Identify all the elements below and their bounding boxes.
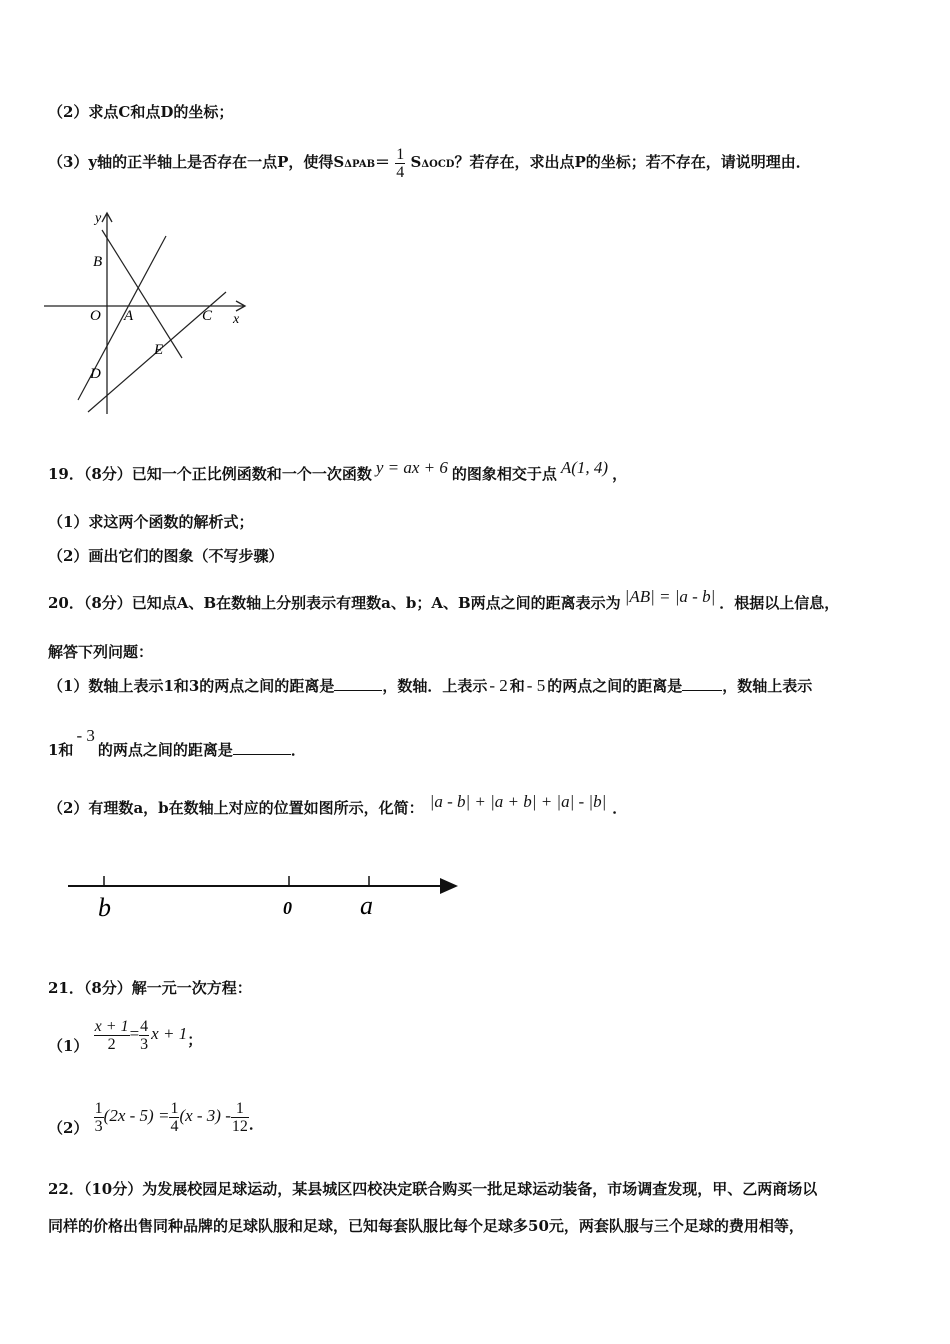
q20-p2-a: （2）有理数a，b在数轴上对应的位置如图所示，化简：: [48, 799, 424, 817]
q21-p1-frac1: [94, 1018, 130, 1053]
label-a: A: [124, 308, 134, 324]
q21-p2-den2: 4: [170, 1117, 179, 1135]
q18-part3-text-a: （3）y轴的正半轴上是否存在一点P，使得S: [48, 153, 345, 171]
q21-p1-frac2: [139, 1018, 149, 1053]
q20-stem: [48, 587, 840, 613]
label-c: C: [202, 308, 213, 324]
q20-p1-b: ，数轴．上表示: [382, 677, 488, 695]
q22-line1: 22．（10分）为发展校园足球运动，某县城区四校决定联合购买一批足球运动装备，市场调查发现，甲、乙两商场以: [48, 1180, 818, 1198]
q20-part1-line2: [48, 726, 306, 760]
q20-blank-3[interactable]: [233, 740, 291, 755]
q20-text-a: 20．（8分）已知点A、B在数轴上分别表示有理数a、b；A、B两点之间的距离表示为: [48, 594, 621, 612]
q18-eq: ＝: [375, 153, 391, 171]
q19-part1: （1）求这两个函数的解析式；: [48, 513, 254, 531]
label-e: E: [154, 342, 164, 358]
q21-p2-frac1: [94, 1100, 104, 1135]
q20-line2: 解答下列问题：: [48, 643, 154, 661]
number-line-arrow: [440, 878, 458, 894]
q18-frac-den: 4: [396, 163, 405, 181]
q22-line2: 同样的价格出售同种品牌的足球队服和足球，已知每套队服比每个足球多50元，两套队服与三个足球的费用相等，: [48, 1217, 804, 1235]
q18-part2: （2）求点C和点D的坐标；: [48, 103, 234, 121]
q21-p1-eq: =: [129, 1024, 140, 1043]
q20-p2-b: ．: [612, 799, 628, 817]
axis-label-zero: 0: [283, 898, 292, 918]
q20-p2-expr: |a - b| + |a + b| + |a| - |b|: [429, 792, 607, 811]
q20-part2: [48, 792, 628, 818]
q20-neg5: - 5: [526, 676, 546, 695]
q20-neg3: - 3: [76, 726, 95, 745]
q21-p1-label: （1）: [48, 1037, 89, 1055]
q21-p2-mid1: (2x - 5) =: [103, 1106, 170, 1125]
label-d: D: [90, 366, 101, 382]
q20-p1-d: 的两点之间的距离是: [547, 677, 683, 695]
q18-part3-text-b: ？若存在，求出点P的坐标；若不存在，请说明理由．: [454, 153, 811, 171]
q21-p1-den1: 2: [107, 1035, 116, 1053]
q19-expr: y = ax + 6: [375, 458, 448, 477]
q21-p1-rest: x + 1: [151, 1024, 188, 1043]
q21-p1-num2: 4: [140, 1017, 149, 1035]
q18-frac-num: 1: [396, 145, 405, 163]
label-o: O: [90, 308, 101, 324]
q21-p2-end: ．: [248, 1115, 264, 1133]
q18-sub-ocd: ΔOCD: [421, 159, 455, 170]
q21-p2-den3: 12: [231, 1117, 248, 1135]
q20-p1-e: ，数轴上表示: [722, 677, 813, 695]
q20-p1-a: （1）数轴上表示1和3的两点之间的距离是: [48, 677, 335, 695]
q21-p2-num2: 1: [170, 1099, 179, 1117]
q19-point: A(1, 4): [560, 458, 609, 477]
q20-part1: [48, 676, 812, 696]
q19-text-c: ，: [612, 465, 628, 483]
q20-neg2: - 2: [489, 676, 508, 695]
q20-blank-1[interactable]: [334, 676, 382, 691]
q19-part2: （2）画出它们的图象（不写步骤）: [48, 547, 284, 565]
q21-stem: 21．（8分）解一元一次方程：: [48, 979, 252, 997]
q21-p2-num3: 1: [231, 1100, 249, 1118]
q20-text-b: ．根据以上信息，: [719, 594, 840, 612]
q21-p2-label: （2）: [48, 1119, 89, 1137]
q20-p1-c: 和: [509, 677, 525, 695]
label-b: B: [93, 254, 103, 270]
q20-abs-expr: |AB| = |a - b|: [624, 587, 716, 606]
q20-blank-2[interactable]: [682, 676, 722, 691]
q21-p2-frac2: [169, 1100, 179, 1135]
q21-p1-den2: 3: [140, 1035, 149, 1053]
label-x: x: [233, 312, 240, 327]
q20-number-line: [60, 866, 470, 926]
q21-p2-mid2: (x - 3) -: [179, 1106, 231, 1125]
q18-fraction: [395, 146, 405, 181]
q19-text-a: 19．（8分）已知一个正比例函数和一个一次函数: [48, 465, 372, 483]
q18-coordinate-figure: [40, 208, 255, 423]
q18-part3: [48, 140, 811, 187]
q21-part1: [48, 1012, 202, 1056]
q21-p1-end: ；: [187, 1031, 203, 1049]
q20-p1-line2-a: 1和: [48, 741, 74, 759]
q21-p1-num1: x + 1: [94, 1017, 129, 1035]
q21-p2-num1: 1: [94, 1099, 103, 1117]
q19-stem: [48, 458, 628, 484]
q18-sub-pab: ΔPAB: [344, 159, 376, 170]
axis-label-b: b: [98, 893, 111, 922]
q20-p1-line2-b: 的两点之间的距离是: [97, 741, 233, 759]
q18-s: S: [410, 153, 422, 171]
q21-p2-frac3: [231, 1100, 249, 1135]
label-y: y: [95, 211, 102, 226]
q19-text-b: 的图象相交于点: [451, 465, 557, 483]
q21-part2: [48, 1094, 264, 1138]
q20-p1-line2-c: ．: [290, 741, 306, 759]
axis-label-a: a: [360, 891, 373, 920]
q21-p2-den1: 3: [94, 1117, 103, 1135]
line-b-e: [102, 230, 182, 358]
